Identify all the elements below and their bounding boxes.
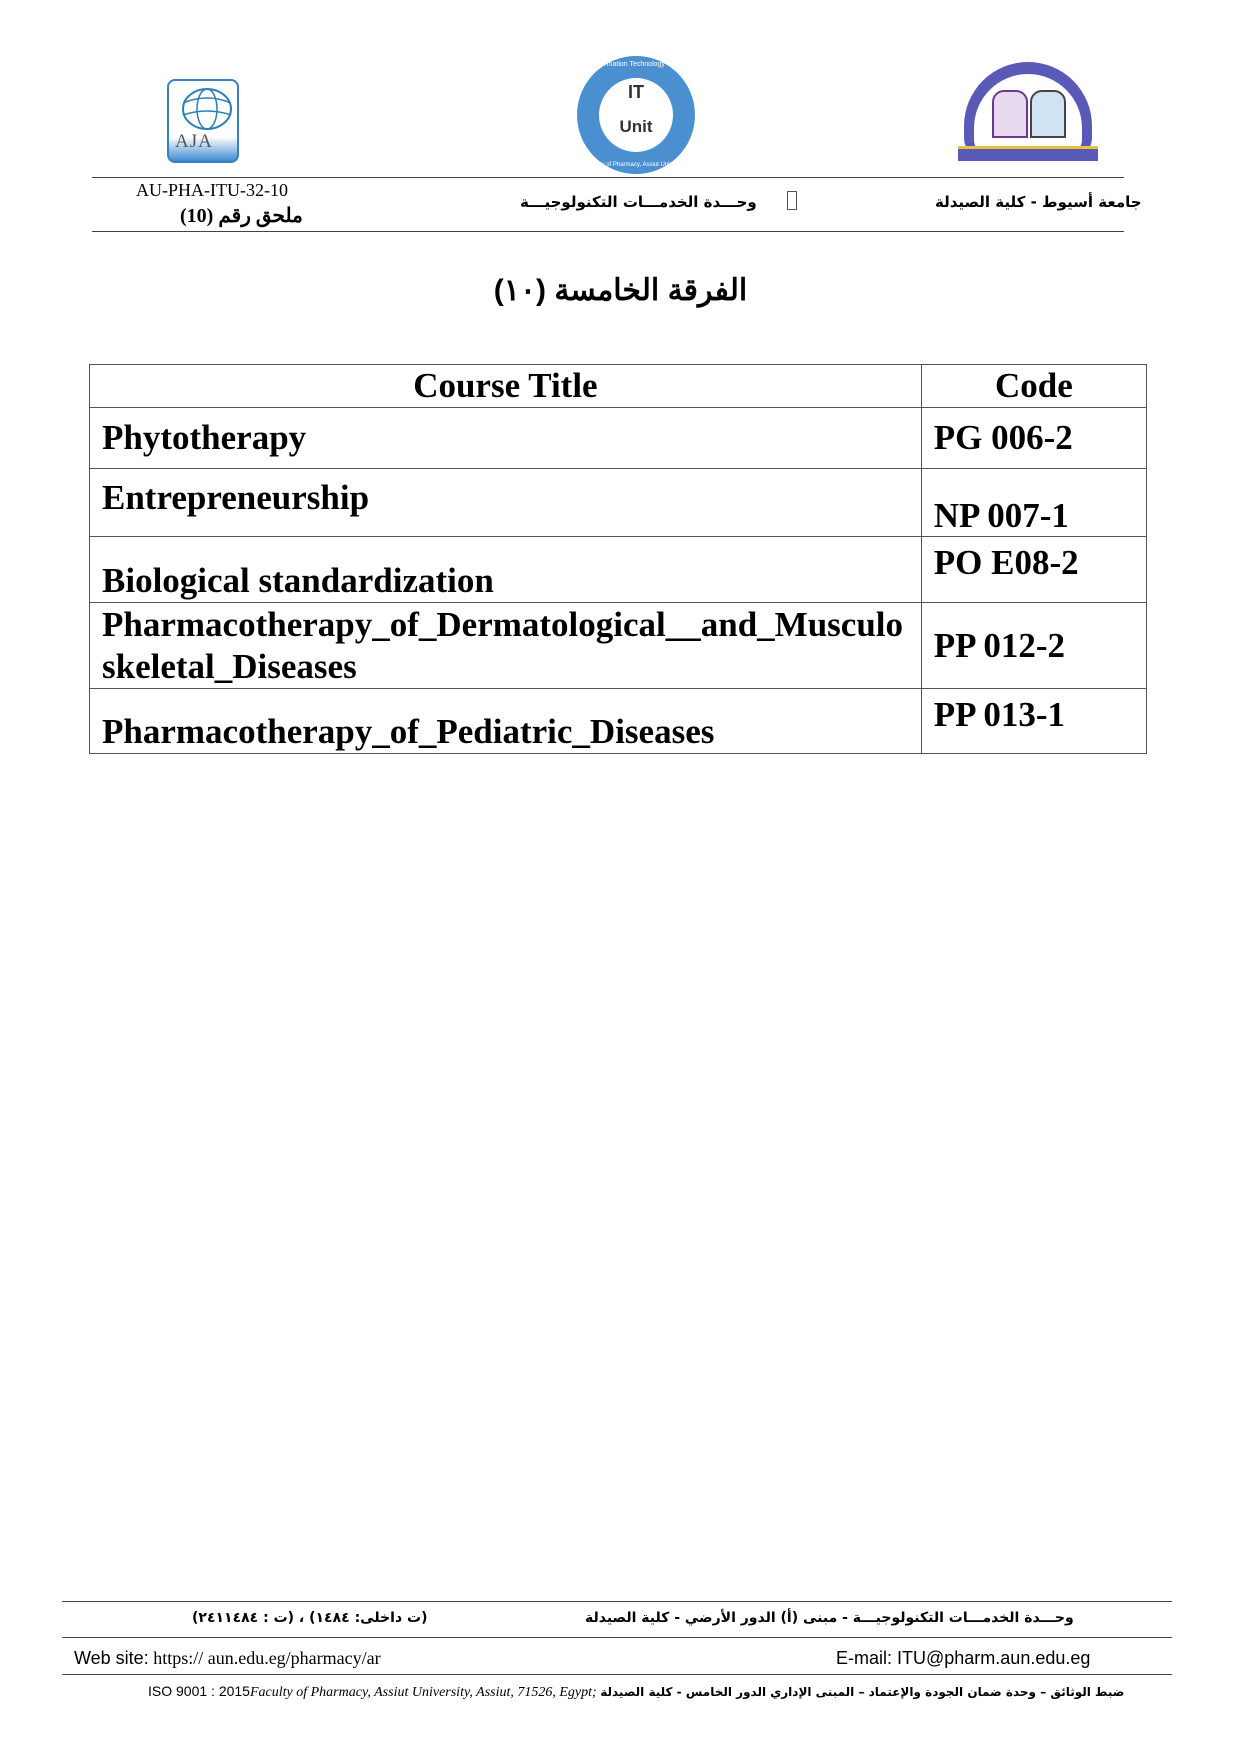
header-bottom-rule	[92, 231, 1124, 232]
iso-address: Faculty of Pharmacy, Assiut University, Assiut, 71526, Egypt;	[249, 1685, 597, 1700]
course-title-cell: Pharmacotherapy_of_Pediatric_Diseases	[90, 689, 922, 754]
course-title-cell: Entrepreneurship	[90, 469, 922, 537]
course-code-cell: NP 007-1	[921, 469, 1146, 537]
course-code-cell: PO E08-2	[921, 537, 1146, 603]
missing-glyph-icon	[787, 191, 797, 210]
course-code-cell: PG 006-2	[921, 408, 1146, 469]
document-control-arabic: ضبط الوثائق – وحدة ضمان الجودة والإعتماد – المبنى الإداري الدور الخامس - كلية الصيدلة	[600, 1685, 1125, 1699]
column-header-code: Code	[921, 365, 1146, 408]
footer-phone: (ت داخلى: ١٤٨٤) ، (ت : ٢٤١١٤٨٤)	[192, 1610, 428, 1626]
pharmacy-emblem-icon	[1030, 90, 1066, 138]
footer-email[interactable]: E-mail: ITU@pharm.aun.edu.eg	[836, 1648, 1091, 1668]
footer-rule-1	[62, 1601, 1172, 1602]
faculty-logo	[958, 62, 1098, 166]
table-row	[90, 469, 1147, 537]
course-code-cell: PP 013-1	[921, 689, 1146, 754]
course-code-cell: PP 012-2	[921, 603, 1146, 689]
website-label: Web site:	[74, 1648, 149, 1668]
table-row	[90, 603, 1147, 689]
it-logo-ring-top: Information Technology Unit	[592, 61, 680, 68]
footer-rule-2	[62, 1637, 1172, 1638]
table-header-row	[90, 365, 1147, 408]
column-header-course-title: Course Title	[90, 365, 922, 408]
footer-address: وحـــدة الخدمـــات التكنولوجيـــة - مبنى (أ) الدور الأرضي - كلية الصيدلة	[585, 1610, 1074, 1626]
it-unit-logo	[577, 56, 695, 174]
course-title-cell: Pharmacotherapy_of_Dermatological__and_Musculoskeletal_Diseases	[90, 603, 922, 689]
footer-rule-3	[62, 1674, 1172, 1675]
footer-iso-line	[148, 1683, 1124, 1701]
courses-table	[89, 364, 1147, 754]
it-logo-ring-bottom: Faculty of Pharmacy, Assiut University	[585, 162, 687, 168]
footer-website	[74, 1648, 381, 1669]
course-title-cell: Biological standardization	[90, 537, 922, 603]
university-emblem-icon	[992, 90, 1028, 138]
aja-logo-text: AJA	[175, 131, 213, 152]
header-top-rule	[92, 177, 1124, 178]
university-faculty-name: جامعة أسيوط - كلية الصيدلة	[935, 193, 1142, 211]
table-row	[90, 408, 1147, 469]
course-title-cell: Phytotherapy	[90, 408, 922, 469]
table-row	[90, 689, 1147, 754]
page-title: الفرقة الخامسة (١٠)	[493, 274, 748, 307]
document-code: AU-PHA-ITU-32-10	[136, 180, 288, 200]
it-logo-it: IT	[628, 82, 644, 102]
it-logo-unit: Unit	[619, 117, 653, 136]
aja-logo	[167, 79, 239, 163]
table-row	[90, 537, 1147, 603]
website-link[interactable]: https:// aun.edu.eg/pharmacy/ar	[153, 1648, 381, 1668]
globe-icon	[169, 83, 237, 133]
it-unit-name: وحـــدة الخدمـــات التكنولوجيـــة	[520, 193, 757, 211]
iso-standard: ISO 9001 : 2015	[148, 1683, 250, 1699]
annex-label: ملحق رقم (10)	[180, 205, 303, 227]
